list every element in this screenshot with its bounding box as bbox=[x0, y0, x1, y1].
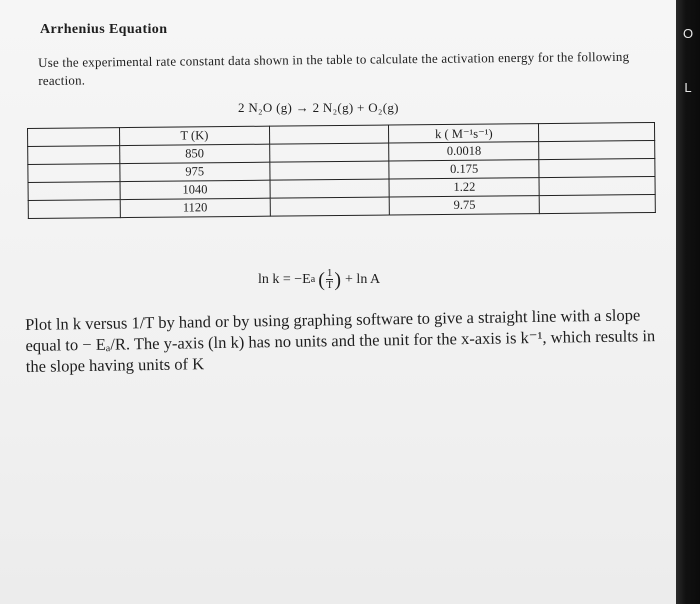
cell-rate-constant: 0.0018 bbox=[389, 142, 539, 161]
header-rate-constant: k ( M⁻¹s⁻¹) bbox=[389, 124, 539, 143]
side-letter: O bbox=[682, 26, 694, 41]
cell-rate-constant: 1.22 bbox=[389, 178, 539, 197]
fraction-denominator: T bbox=[326, 279, 333, 291]
equation-right: + ln A bbox=[345, 271, 381, 287]
reaction-equation: 2 N₂O (g) → 2 N₂(g) + O₂(g) bbox=[238, 100, 399, 115]
document-title: Arrhenius Equation bbox=[40, 22, 168, 37]
cell-rate-constant: 0.175 bbox=[389, 160, 539, 179]
cell-rate-constant: 9.75 bbox=[390, 196, 540, 215]
cell-temperature: 975 bbox=[120, 162, 270, 181]
dark-side-strip bbox=[676, 0, 700, 604]
fraction-numerator: 1 bbox=[326, 267, 333, 279]
side-letter: L bbox=[684, 80, 692, 95]
arrhenius-equation bbox=[258, 268, 380, 291]
cell-temperature: 1120 bbox=[120, 198, 270, 217]
rate-data-table bbox=[27, 122, 656, 219]
equation-left: ln k = −E bbox=[258, 271, 311, 287]
plot-instructions: Plot ln k versus 1/T by hand or by using graphing software to give a straight line with a slope equal to − Eₐ/R. The y-axis (ln k) has no units and the unit for the x-axis is k⁻¹, which results in the slope having units of K bbox=[25, 305, 656, 376]
left-paren: ( bbox=[318, 268, 325, 291]
right-paren: ) bbox=[334, 268, 342, 291]
equation-subscript: a bbox=[310, 274, 316, 285]
header-temperature: T (K) bbox=[120, 126, 270, 145]
fraction bbox=[326, 268, 334, 291]
cell-temperature: 850 bbox=[120, 144, 270, 163]
cell-temperature: 1040 bbox=[120, 180, 270, 199]
instructions-text: Use the experimental rate constant data shown in the table to calculate the activation energy for the following reaction. bbox=[38, 48, 630, 88]
